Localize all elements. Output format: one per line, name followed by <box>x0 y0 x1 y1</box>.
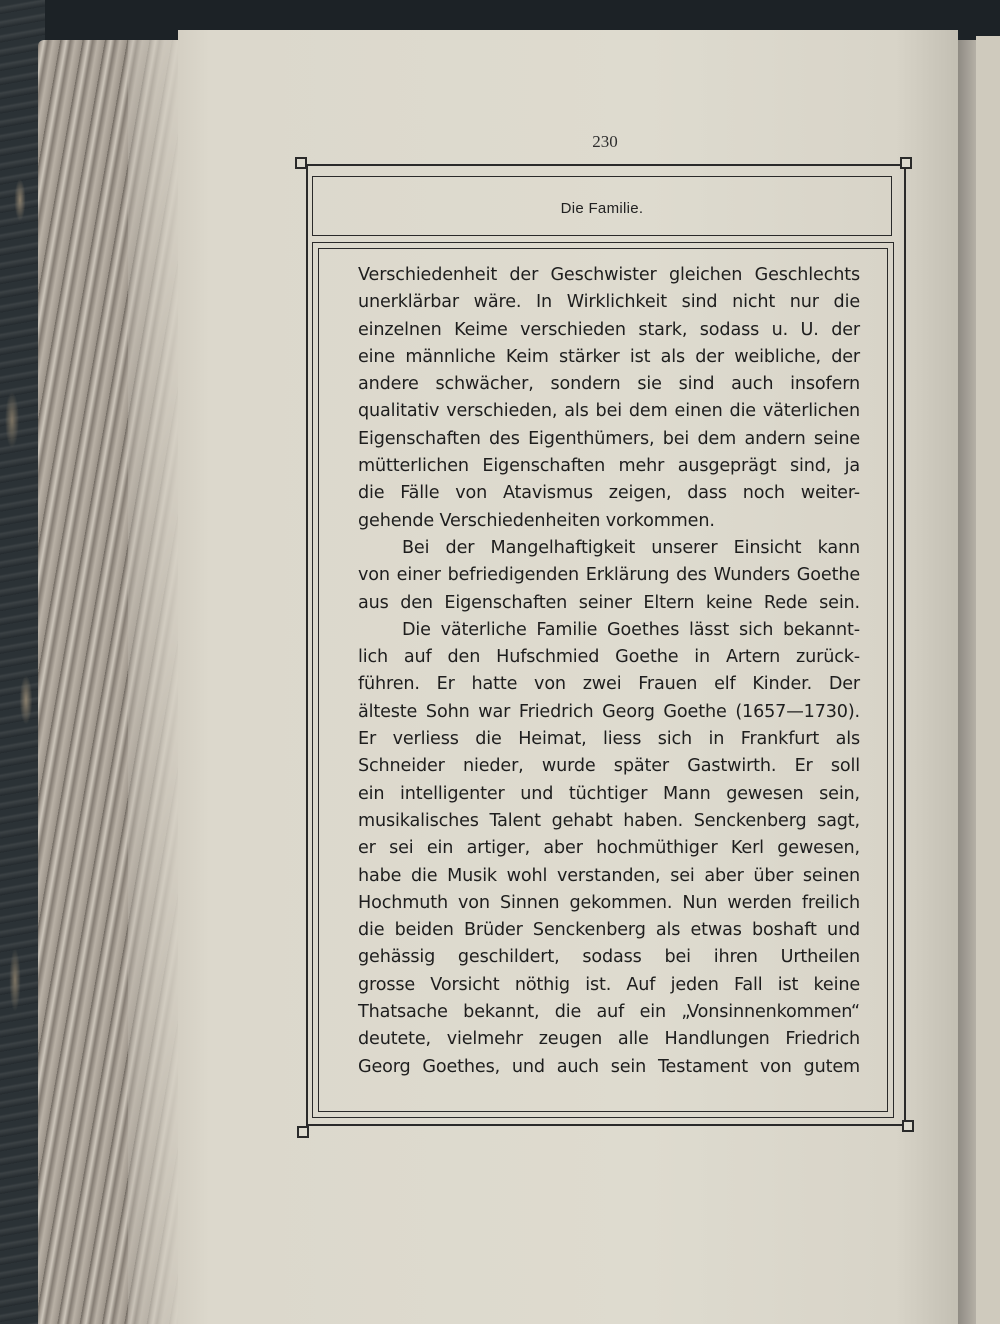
frame-corner-top-left <box>295 157 307 169</box>
text-line: habe die Musik wohl verstanden, sei aber über seinen <box>358 865 860 886</box>
frame-corner-top-right <box>900 157 912 169</box>
page-edges <box>38 40 178 1324</box>
frame-right-line <box>904 164 906 1126</box>
text-line: er sei ein artiger, aber hochmüthiger Kerl gewesen, <box>358 838 860 859</box>
text-line: führen. Er hatte von zwei Frauen elf Kinder. Der <box>358 674 860 695</box>
text-line: Hochmuth von Sinnen gekommen. Nun werden freilich <box>358 892 860 913</box>
text-line: musikalisches Talent gehabt haben. Senckenberg sagt, <box>358 810 860 831</box>
page-number: 230 <box>592 132 618 151</box>
text-line: unerklärbar wäre. In Wirklichkeit sind nicht nur die <box>358 292 860 313</box>
body-text <box>358 262 860 1081</box>
text-line: Georg Goethes, und auch sein Testament von gutem <box>358 1056 860 1077</box>
text-line: die Fälle von Atavismus zeigen, dass noch weiter- <box>358 483 860 504</box>
text-line: die beiden Brüder Senckenberg als etwas boshaft und <box>358 920 860 941</box>
text-line: Er verliess die Heimat, liess sich in Frankfurt als <box>358 729 860 750</box>
frame-left-line <box>306 164 308 1126</box>
text-line: Die väterliche Familie Goethes lässt sich bekannt- <box>402 619 860 640</box>
text-line: gehende Verschiedenheiten vorkommen. <box>358 510 715 531</box>
text-line: von einer befriedigenden Erklärung des Wunders Goethe <box>358 565 860 586</box>
frame-bottom-line <box>306 1124 906 1126</box>
frame-corner-bottom-left <box>297 1126 309 1138</box>
text-line: Bei der Mangelhaftigkeit unserer Einsicht kann <box>402 537 860 558</box>
text-line: grosse Vorsicht nöthig ist. Auf jeden Fall ist keine <box>358 974 860 995</box>
book-gutter <box>958 40 976 1324</box>
text-line: aus den Eigenschaften seiner Eltern keine Rede sein. <box>358 592 860 613</box>
text-line: ein intelligenter und tüchtiger Mann gewesen sein, <box>358 783 860 804</box>
text-line: andere schwächer, sondern sie sind auch insofern <box>358 374 860 395</box>
text-line: Verschiedenheit der Geschwister gleichen Geschlechts <box>358 265 860 285</box>
text-line: Eigenschaften des Eigenthümers, bei dem andern seine <box>358 428 860 449</box>
frame-top-line <box>306 164 906 166</box>
frame-corner-bottom-right <box>902 1120 914 1132</box>
running-head: Die Familie. <box>560 200 644 217</box>
text-line: Thatsache bekannt, die auf ein „Vonsinnenkommen“ <box>358 1002 860 1023</box>
text-line: gehässig geschildert, sodass bei ihren Urtheilen <box>358 947 860 968</box>
text-line: eine männliche Keim stärker ist als der weibliche, der <box>358 346 860 367</box>
text-line: Schneider nieder, wurde später Gastwirth. Er soll <box>358 756 860 777</box>
text-line: mütterlichen Eigenschaften mehr ausgeprägt sind, ja <box>358 456 860 477</box>
text-line: deutete, vielmehr zeugen alle Handlungen Friedrich <box>358 1029 860 1050</box>
facing-page-edge <box>976 36 1000 1324</box>
text-line: einzelnen Keime verschieden stark, sodass u. U. der <box>358 319 860 340</box>
text-line: älteste Sohn war Friedrich Georg Goethe (1657—1730). <box>358 701 860 722</box>
text-line: lich auf den Hufschmied Goethe in Artern zurück- <box>358 647 860 668</box>
text-line: qualitativ verschieden, als bei dem einen die väterlichen <box>358 401 860 422</box>
